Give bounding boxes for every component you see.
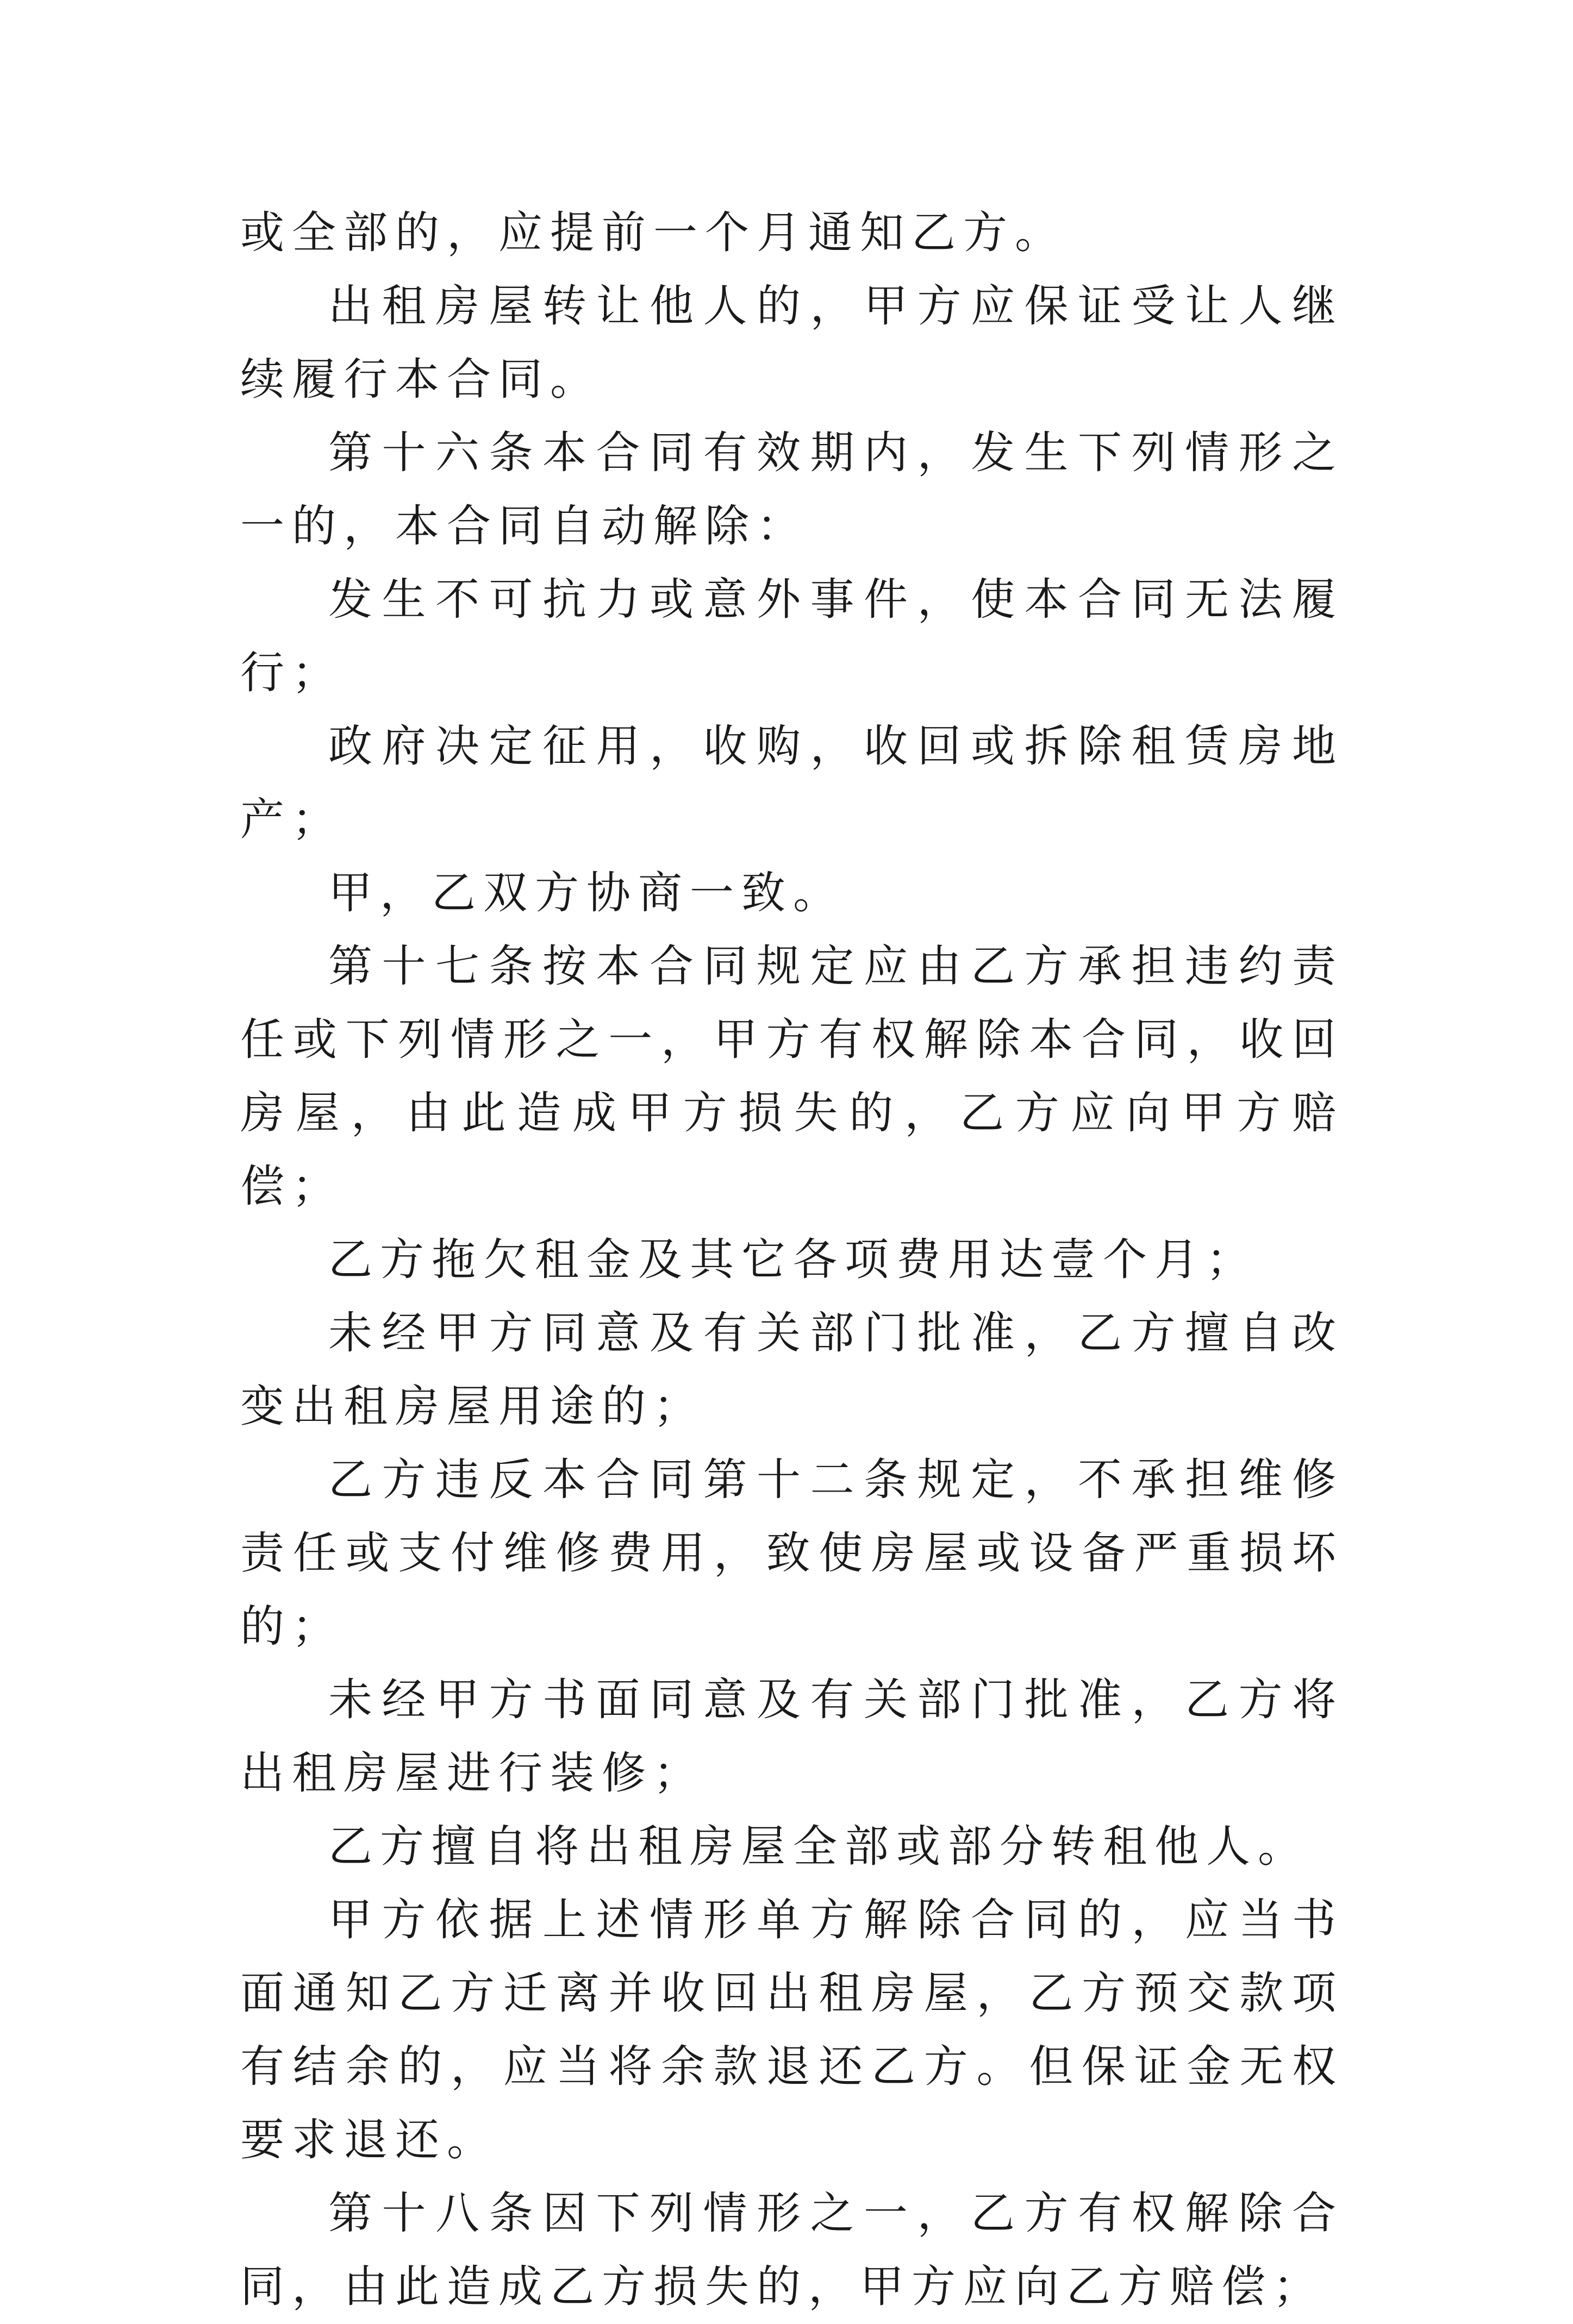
paragraph: 乙方擅自将出租房屋全部或部分转租他人。 xyxy=(328,1821,1310,1872)
paragraph: 出租房屋转让他人的，甲方应保证受让人继续履行本合同。 xyxy=(240,281,1344,405)
paragraph: 政府决定征用，收购，收回或拆除租赁房地产； xyxy=(240,721,1344,845)
paragraph: 未经甲方书面同意及有关部门批准，乙方将出租房屋进行装修； xyxy=(240,1675,1344,1799)
paragraph: 乙方拖欠租金及其它各项费用达壹个月； xyxy=(328,1235,1258,1286)
document-body xyxy=(240,197,1344,2324)
paragraph: 甲方依据上述情形单方解除合同的，应当书面通知乙方迁离并收回出租房屋，乙方预交款项有结余的，应当将余款退还乙方。但保证金无权要求退还。 xyxy=(240,1895,1344,2166)
paragraph: 第十八条因下列情形之一，乙方有权解除合同，由此造成乙方损失的，甲方应向乙方赔偿； xyxy=(240,2188,1344,2313)
paragraph: 甲，乙双方协商一致。 xyxy=(328,868,845,919)
paragraph: 乙方违反本合同第十二条规定，不承担维修责任或支付维修费用，致使房屋或设备严重损坏的； xyxy=(240,1455,1344,1652)
paragraph: 第十六条本合同有效期内，发生下列情形之一的，本合同自动解除： xyxy=(240,428,1344,552)
paragraph: 未经甲方同意及有关部门批准，乙方擅自改变出租房屋用途的； xyxy=(240,1308,1344,1432)
paragraph: 或全部的，应提前一个月通知乙方。 xyxy=(240,208,1067,259)
paragraph: 第十七条按本合同规定应由乙方承担违约责任或下列情形之一，甲方有权解除本合同，收回房屋，由此造成甲方损失的，乙方应向甲方赔偿； xyxy=(240,941,1344,1212)
paragraph: 发生不可抗力或意外事件，使本合同无法履行； xyxy=(240,574,1344,699)
